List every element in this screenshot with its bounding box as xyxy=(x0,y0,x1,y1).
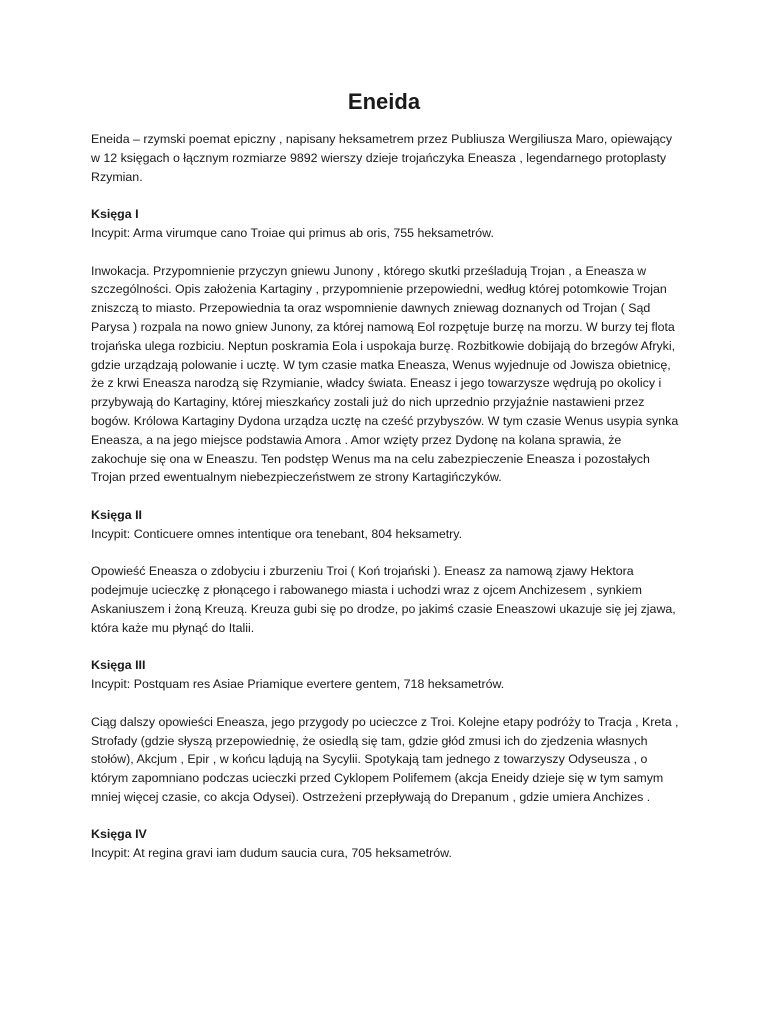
book-3-heading: Księga III xyxy=(91,658,146,673)
book-2-summary: Opowieść Eneasza o zdobyciu i zburzeniu Troi ( Koń trojański ). Eneasz za namową zjawy Hektora podejmuje ucieczkę z płonącego i rabowanego miasta i uchodzi wraz z ojcem Anchizesem , synkiem Askaniuszem i żoną Kreuzą. Kreuza gubi się po drodze, po jakimś czasie Eneaszowi ukazuje się jej zjawa, która każe mu płynąć do Italii. xyxy=(91,564,676,635)
book-2-incipit: Incypit: Conticuere omnes intentique ora tenebant, 804 heksametry. xyxy=(91,526,463,541)
spacer xyxy=(91,243,679,262)
document-title: Eneida xyxy=(347,89,421,114)
spacer xyxy=(91,487,679,506)
spacer xyxy=(91,694,679,713)
book-2-heading: Księga II xyxy=(91,507,142,522)
spacer xyxy=(91,544,679,563)
document-body xyxy=(91,130,679,863)
intro-paragraph: Eneida – rzymski poemat epiczny , napisany heksametrem przez Publiusza Wergiliusza Maro, opiewający w 12 księgach o łącznym rozmiarze 9892 wierszy dzieje trojańczyka Eneasza , legendarnego protoplasty Rzymian. xyxy=(91,132,673,184)
book-1-summary: Inwokacja. Przypomnienie przyczyn gniewu Junony , którego skutki prześladują Trojan , a Eneasza w szczególności. Opis założenia Kartaginy , przypomnienie przepowiedni, według której potomkowie Trojan zniszczą to miasto. Przepowiednia ta oraz wspomnienie dawnych zniewag doznanych od Trojan ( Sąd Parysa ) rozpala na nowo gniew Junony, za której namową Eol rozpętuje burzę na morzu. W burzy tej flota trojańska ulega rozbiciu. Neptun poskramia Eola i uspokaja burzę. Rozbitkowie dobijają do brzegów Afryki, gdzie urządzają polowanie i ucztę. W tym czasie matka Eneasza, Wenus wyjednuje od Jowisza obietnicę, że z krwi Eneasza narodzą się Rzymianie, władcy świata. Eneasz i jego towarzysze wędrują po okolicy i przybywają do Kartaginy, której mieszkańcy zostali już do nich uprzednio przyjaźnie nastawieni przez bogów. Królowa Kartaginy Dydona urządza ucztę na cześć przybyszów. W tym czasie Wenus usypia synka Eneasza, a na jego miejsce podstawia Amora . Amor wzięty przez Dydonę na kolana sprawia, że zakochuje się ona w Eneaszu. Ten podstęp Wenus ma na celu zabezpieczenie Eneasza i pozostałych Trojan przed ewentualnym niebezpieczeństwem ze strony Kartagińczyków. xyxy=(91,263,679,485)
book-3-summary: Ciąg dalszy opowieści Eneasza, jego przygody po ucieczce z Troi. Kolejne etapy podróży to Tracja , Kreta , Strofady (gdzie słyszą przepowiednię, że osiedlą się tam, gdzie głód zmusi ich do zjedzenia własnych stołów), Akcjum , Epir , w końcu lądują na Sycylii. Spotykają tam jednego z towarzyszy Odyseusza , o którym zapomniano podczas ucieczki przed Cyklopem Polifemem (akcja Eneidy dzieje się w tym samym mniej więcej czasie, co akcja Odysei). Ostrzeżeni przepływają do Drepanum , gdzie umiera Anchizes . xyxy=(91,714,679,804)
spacer xyxy=(91,186,679,205)
book-4-incipit: Incypit: At regina gravi iam dudum saucia cura, 705 heksametrów. xyxy=(91,846,452,861)
spacer xyxy=(91,807,679,826)
book-1-heading: Księga I xyxy=(91,207,139,222)
book-1-incipit: Incypit: Arma virumque cano Troiae qui primus ab oris, 755 heksametrów. xyxy=(91,225,494,240)
spacer xyxy=(91,638,679,657)
book-3-incipit: Incypit: Postquam res Asiae Priamique evertere gentem, 718 heksametrów. xyxy=(91,677,505,692)
book-4-heading: Księga IV xyxy=(91,827,147,842)
